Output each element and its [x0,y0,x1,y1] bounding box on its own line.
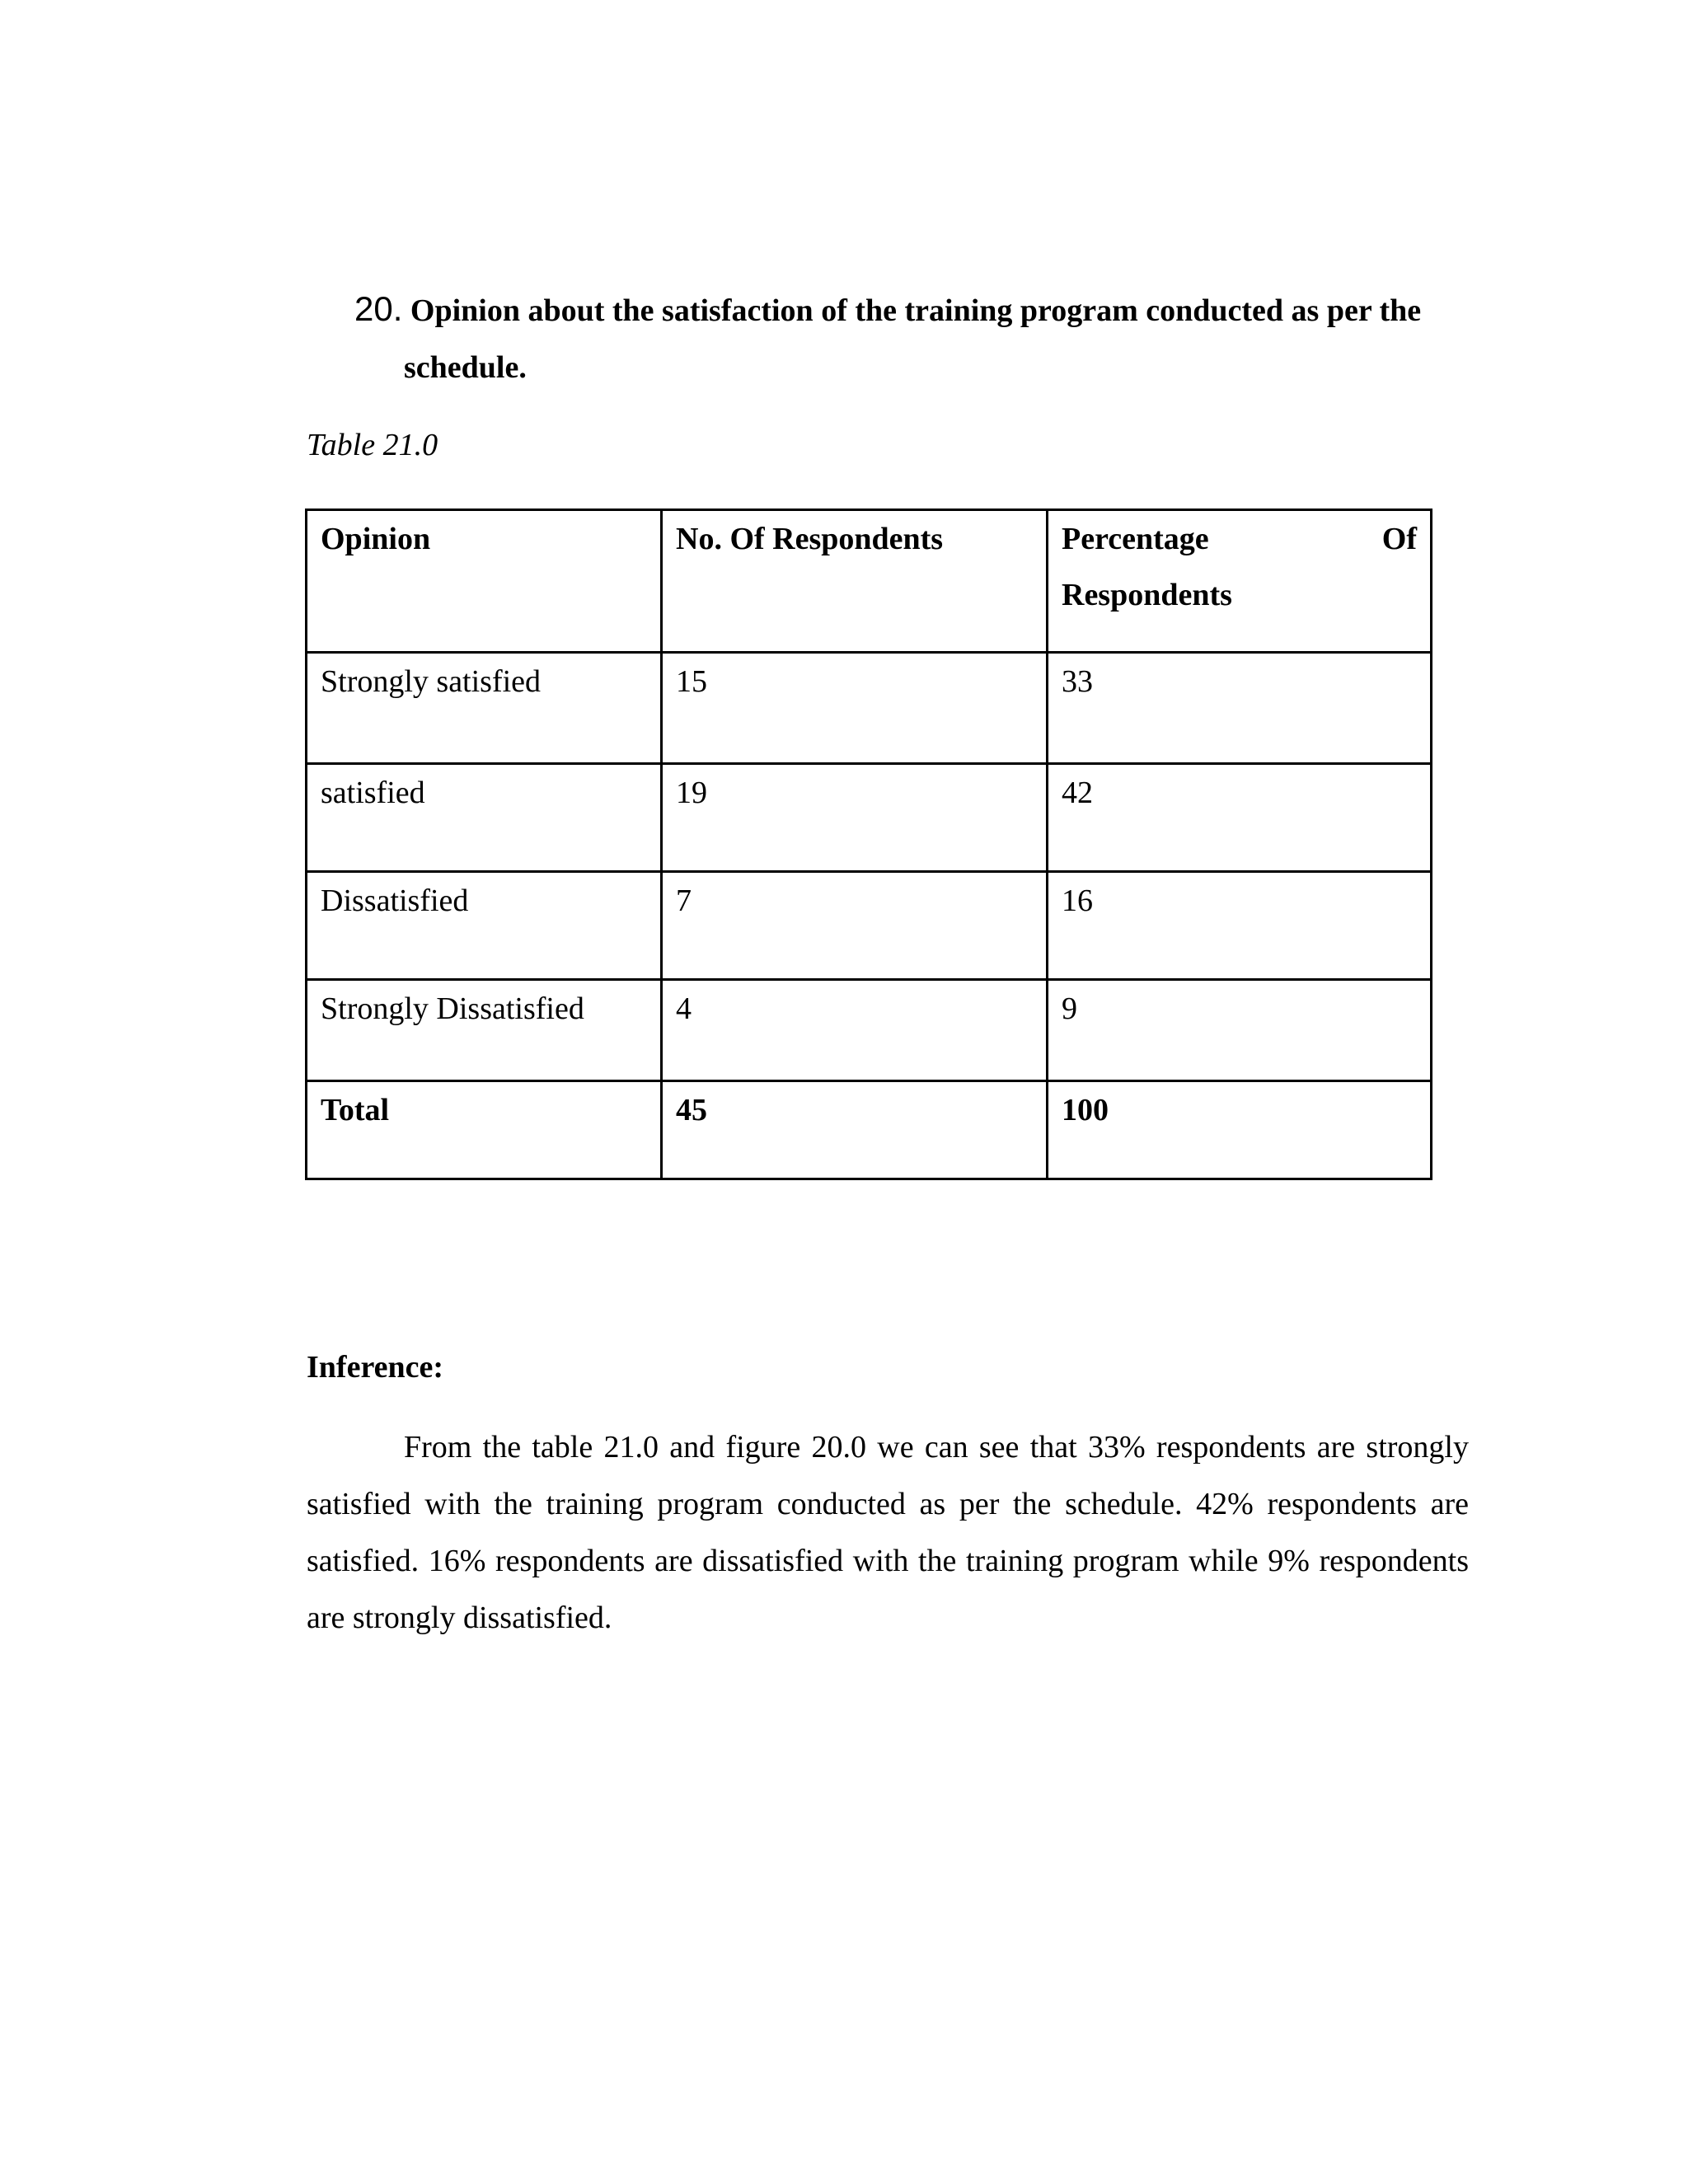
inference-paragraph: From the table 21.0 and figure 20.0 we can see that 33% respondents are strongly satisfied with the training program conducted as per the schedule. 42% respondents are satisfied. 16% respondents are dissatisfied with the training program while 9% respondents are strongly dissatisfied. [307,1430,1469,1635]
cell-percent: 42 [1048,764,1432,872]
cell-count: 19 [662,764,1048,872]
table-total-row [307,1081,1432,1179]
header-percentage [1048,510,1432,653]
heading-number: 20. [354,289,403,328]
heading-text-line2: schedule. [404,350,527,385]
header-opinion: Opinion [307,510,662,653]
header-percentage-word3: Respondents [1062,578,1232,612]
table-row [307,872,1432,980]
cell-total-label: Total [307,1081,662,1179]
cell-count: 4 [662,980,1048,1081]
cell-total-count: 45 [662,1081,1048,1179]
cell-opinion: Dissatisfied [307,872,662,980]
cell-count: 7 [662,872,1048,980]
table-row [307,653,1432,764]
cell-opinion: Strongly Dissatisfied [307,980,662,1081]
inference-title: Inference: [307,1350,444,1385]
table-row [307,764,1432,872]
table-header-row [307,510,1432,653]
header-percentage-word2: Of [1381,522,1417,556]
heading-text-line1: Opinion about the satisfaction of the training program conducted as per the [410,293,1422,328]
cell-percent: 33 [1048,653,1432,764]
table-row [307,980,1432,1081]
opinion-table [305,509,1432,1180]
cell-count: 15 [662,653,1048,764]
cell-opinion: Strongly satisfied [307,653,662,764]
cell-percent: 9 [1048,980,1432,1081]
cell-total-percent: 100 [1048,1081,1432,1179]
table-caption: Table 21.0 [307,428,438,462]
section-heading [354,280,1475,396]
header-respondents: No. Of Respondents [662,510,1048,653]
cell-opinion: satisfied [307,764,662,872]
header-percentage-word1: Percentage [1062,522,1209,556]
cell-percent: 16 [1048,872,1432,980]
